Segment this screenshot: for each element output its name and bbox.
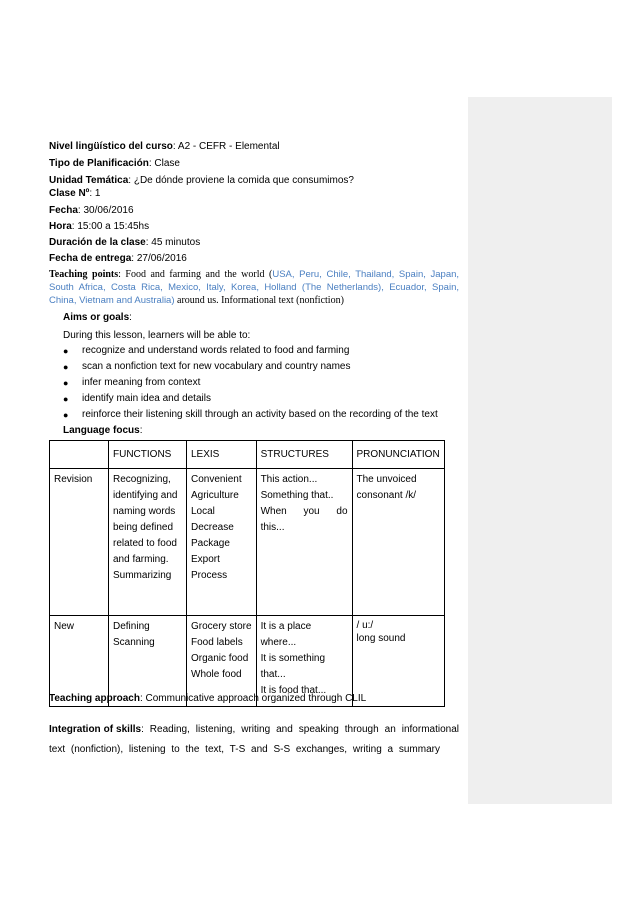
integration-skills-value: : Reading, listening, writing and speaking through an informational text (nonfiction), listening to the text, T-S and S-S exchanges, writing a summary [49,724,459,755]
cell-line: Defining [113,621,150,632]
language-focus-heading [63,424,142,437]
time-label: Hora [49,221,72,232]
cell-line: / u:/ [356,620,374,631]
due-date-label: Fecha de entrega [49,253,132,264]
cell-line: This action... [260,474,318,485]
course-level-label: Nivel lingüístico del curso [49,141,173,152]
cell-line: long sound [356,633,406,644]
class-number-line [49,187,100,200]
cell-line: and farming. [113,554,169,565]
date-label: Fecha [49,205,78,216]
bullet-icon: ● [63,394,69,404]
teaching-points-text-end: around us. Informational text (nonfiction) [174,295,344,306]
row-label-text: New [54,621,75,632]
language-focus-colon: : [139,425,143,436]
functions-cell [109,469,187,616]
cell-line: Recognizing, [113,474,171,485]
cell-line: Grocery store [191,621,252,632]
cell-line: Scanning [113,637,155,648]
cell-line: Convenient [191,474,242,485]
plan-type-value: : Clase [148,158,180,169]
cell-line: Local [191,506,215,517]
header-pronunciation: PRONUNCIATION [352,441,444,469]
row-label-revision [50,469,109,616]
cell-line: consonant /k/ [356,490,416,501]
unit-line [49,174,354,187]
cell-line: It is food that... [260,685,327,696]
cell-line: Decrease [191,522,234,533]
duration-line [49,236,200,249]
teaching-approach-label: Teaching approach [49,693,140,704]
teaching-points-text: : Food and farming and the world ( [118,269,273,280]
due-date-value: : 27/06/2016 [131,253,187,264]
cell-line: Export [191,554,220,565]
table-header-row [50,441,445,469]
cell-line: Organic food [191,653,249,664]
aims-label: Aims or goals [63,312,130,323]
bullet-icon: ● [63,346,69,356]
aim-text: infer meaning from context [82,377,201,388]
class-number-label: Clase Nº [49,188,90,199]
header-empty-cell [50,441,109,469]
list-item [63,391,438,407]
due-date-line [49,252,187,265]
integration-skills-label: Integration of skills [49,724,142,735]
teaching-points-paragraph [49,268,459,307]
class-number-value: : 1 [89,188,101,199]
aims-intro: During this lesson, learners will be able to: [63,330,251,341]
duration-value: : 45 minutos [145,237,201,248]
row-label-text: Revision [54,474,93,485]
list-item [63,359,438,375]
bullet-icon: ● [63,378,69,388]
list-item [63,375,438,391]
unit-value: : ¿De dónde proviene la comida que consumimos? [128,175,354,186]
cell-line: Process [191,570,228,581]
integration-skills-paragraph [49,720,459,760]
cell-line: It is something [260,653,326,664]
aim-text: scan a nonfiction text for new vocabulary and country names [82,361,351,372]
duration-label: Duración de la clase [49,237,146,248]
aims-list [63,343,438,423]
header-lexis: LEXIS [187,441,257,469]
cell-line: where... [260,637,297,648]
cell-line: that... [260,669,286,680]
cell-line: related to food [113,538,177,549]
cell-line: Something that.. [260,490,334,501]
cell-line: naming words [113,506,176,517]
date-line [49,204,134,217]
cell-line: this... [260,522,285,533]
aim-text: identify main idea and details [82,393,211,404]
time-value: : 15:00 a 15:45hs [71,221,150,232]
time-line [49,220,149,233]
bullet-icon: ● [63,410,69,420]
lexis-cell [187,469,257,616]
structures-cell [256,469,352,616]
teaching-approach-paragraph [49,689,459,709]
countries-list: USA, Peru, Chile, Thailand, Spain, Japan, South Africa, Costa Rica, Mexico, Italy, Korea, Holland (The Netherlands), Ecuador, Spain, China, Vietnam and Australia) [49,269,460,306]
language-focus-label: Language focus [63,425,140,436]
cell-line: Food labels [191,637,243,648]
teaching-approach-value: : Communicative approach organized through CLIL [139,693,367,704]
cell-line: Agriculture [191,490,239,501]
bullet-icon: ● [63,362,69,372]
list-item [63,343,438,359]
teaching-points-label: Teaching points [49,269,119,280]
cell-line: Whole food [191,669,242,680]
course-level-line [49,140,280,153]
aims-colon: : [129,312,132,323]
cell-line: Summarizing [113,570,172,581]
cell-line: When you do [260,506,348,517]
list-item [63,407,438,423]
plan-type-label: Tipo de Planificación [49,158,149,169]
unit-label: Unidad Temática [49,175,129,186]
cell-line: identifying and [113,490,178,501]
course-level-value: : A2 - CEFR - Elemental [172,141,280,152]
cell-line: being defined [113,522,174,533]
language-focus-table [49,440,445,707]
cell-line: The unvoiced [356,474,417,485]
cell-line: It is a place [260,621,312,632]
date-value: : 30/06/2016 [77,205,134,216]
table-row [50,469,445,616]
aim-text: recognize and understand words related to food and farming [82,345,350,356]
cell-line: Package [191,538,230,549]
header-structures: STRUCTURES [256,441,352,469]
plan-type-line [49,157,180,170]
header-functions: FUNCTIONS [109,441,187,469]
pronunciation-cell [352,469,444,616]
aim-text: reinforce their listening skill through an activity based on the recording of the text [82,409,438,420]
aims-heading [63,311,132,324]
